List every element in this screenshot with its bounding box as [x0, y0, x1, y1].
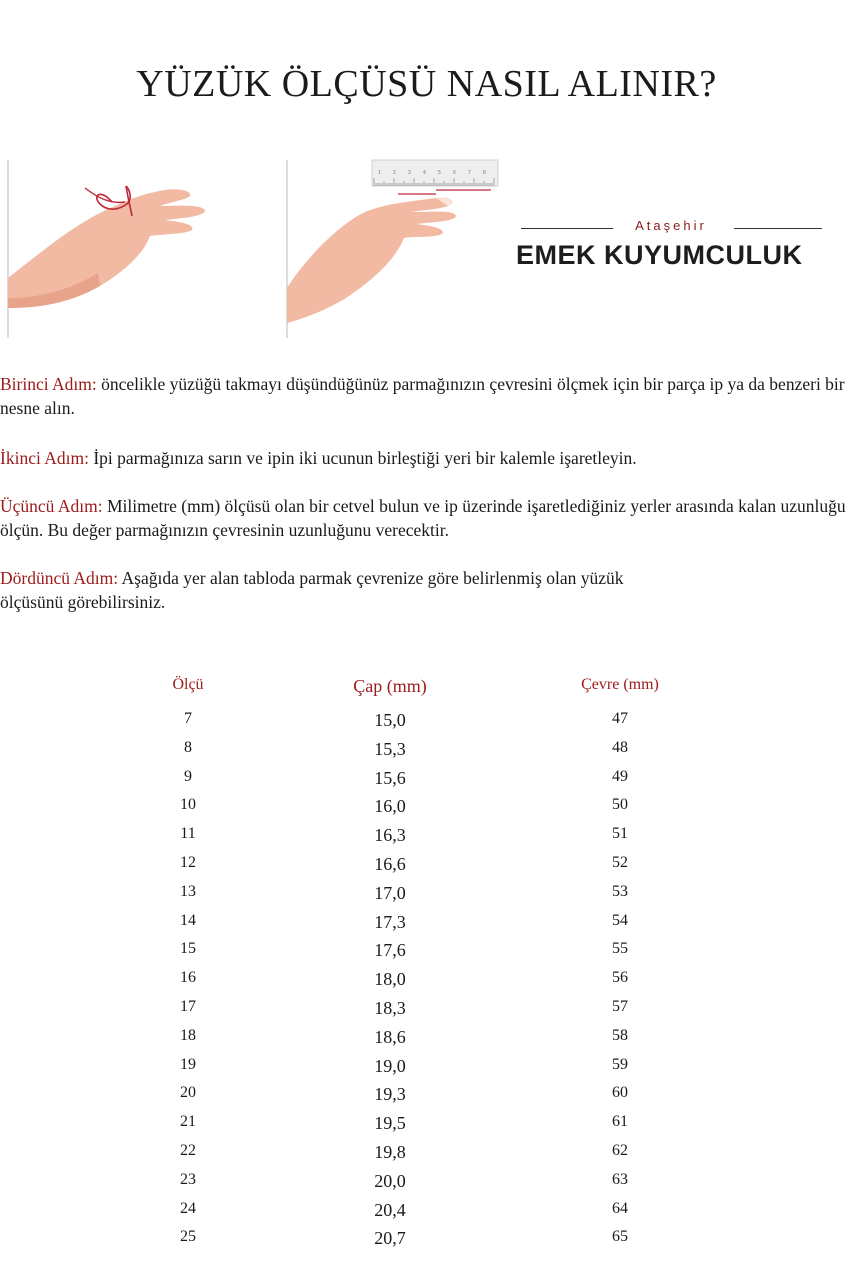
brand-block: [516, 218, 826, 271]
diameter-cell: 15,6: [374, 767, 406, 788]
step-3-label: Üçüncü Adım:: [0, 496, 103, 516]
diameter-cell: 15,0: [374, 710, 406, 730]
table-row: [0, 998, 853, 1027]
circumference-cell: 61: [612, 1113, 628, 1131]
circumference-cell: 57: [612, 998, 628, 1015]
circumference-cell: 62: [612, 1142, 628, 1159]
table-row: [0, 739, 853, 768]
table-row: [0, 768, 853, 797]
ruler-tick-label: 6: [453, 170, 456, 176]
size-cell: 24: [180, 1199, 196, 1217]
diameter-cell: 16,6: [374, 854, 406, 874]
step-2: [0, 446, 850, 470]
header-diameter: Çap (mm): [353, 676, 427, 696]
size-cell: 15: [180, 940, 196, 958]
step-2-label: İkinci Adım:: [0, 448, 89, 468]
table-row: [0, 854, 853, 883]
diameter-cell: 18,3: [374, 998, 406, 1018]
circumference-cell: 49: [612, 767, 628, 785]
table-row: [0, 1056, 853, 1085]
diameter-cell: 17,0: [374, 882, 406, 903]
ruler-tick-label: 1: [378, 170, 381, 176]
circumference-cell: 65: [612, 1228, 628, 1246]
circumference-cell: 56: [612, 969, 628, 987]
circumference-cell: 63: [612, 1170, 628, 1188]
size-cell: 16: [180, 969, 196, 987]
circumference-cell: 51: [612, 825, 628, 843]
step-4-label: Dördüncü Adım:: [0, 568, 119, 588]
diameter-cell: 16,0: [374, 796, 406, 817]
table-row: [0, 1200, 853, 1229]
size-cell: 7: [184, 710, 192, 727]
size-cell: 20: [180, 1084, 196, 1102]
table-row: [0, 710, 853, 739]
step-3: [0, 494, 850, 542]
step-1: [0, 372, 850, 420]
table-row: [0, 1142, 853, 1171]
ruler-tick-label: 7: [468, 170, 471, 176]
size-cell: 18: [180, 1026, 196, 1044]
ruler-tick-label: 3: [408, 170, 411, 176]
step-1-label: Birinci Adım:: [0, 374, 97, 394]
diameter-cell: 20,7: [374, 1228, 406, 1249]
diameter-cell: 18,0: [374, 969, 406, 990]
diameter-cell: 19,0: [374, 1055, 406, 1076]
diameter-cell: 16,3: [374, 825, 406, 846]
diameter-cell: 20,0: [374, 1170, 406, 1191]
circumference-cell: 54: [612, 911, 628, 929]
table-row: [0, 1228, 853, 1257]
table-row: [0, 883, 853, 912]
size-cell: 21: [180, 1113, 196, 1131]
brand-location: Ataşehir: [635, 218, 707, 233]
diameter-cell: 17,3: [374, 911, 406, 932]
step-1-text: öncelikle yüzüğü takmayı düşündüğünüz parmağınızın çevresini ölçmek için bir parça ip ya da benzeri bir nesne alın.: [0, 374, 845, 418]
header-size: Ölçü: [172, 676, 204, 693]
size-cell: 8: [184, 738, 192, 756]
circumference-cell: 60: [612, 1084, 628, 1102]
circumference-cell: 48: [612, 738, 628, 756]
table-row: [0, 1084, 853, 1113]
size-cell: 9: [184, 767, 192, 785]
step-3-text: Milimetre (mm) ölçüsü olan bir cetvel bulun ve ip üzerinde işaretlediğiniz yerler arasında kalan uzunluğu ölçün. Bu değer parmağınızın çevresinin uzunluğunu verecektir.: [0, 496, 846, 540]
diameter-cell: 19,8: [374, 1142, 406, 1162]
ruler-tick-label: 5: [438, 170, 441, 176]
table-row: [0, 1027, 853, 1056]
step-4: [0, 566, 650, 614]
diameter-cell: 18,6: [374, 1026, 406, 1047]
circumference-cell: 47: [612, 710, 628, 727]
size-cell: 14: [180, 911, 196, 929]
size-cell: 10: [180, 796, 196, 814]
diameter-cell: 17,6: [374, 940, 406, 961]
ruler-tick-label: 8: [483, 170, 486, 176]
diameter-cell: 19,3: [374, 1084, 406, 1105]
size-cell: 23: [180, 1170, 196, 1188]
hand-ruler-illustration: [286, 158, 502, 340]
hand-string-illustration: [0, 158, 230, 340]
brand-name: EMEK KUYUMCULUK: [516, 240, 803, 270]
circumference-cell: 58: [612, 1026, 628, 1044]
ruler-tick-label: 2: [393, 170, 396, 176]
step-2-text: İpi parmağınıza sarın ve ipin iki ucunun birleştiği yeri bir kalemle işaretleyin.: [88, 448, 637, 468]
size-cell: 13: [180, 882, 196, 900]
ruler-tick-label: 4: [423, 170, 426, 176]
step-4-text: Aşağıda yer alan tabloda parmak çevrenize göre belirlenmiş olan yüzük ölçüsünü görebilirsiniz.: [0, 568, 624, 612]
size-cell: 17: [180, 998, 196, 1015]
table-row: [0, 796, 853, 825]
diameter-cell: 19,5: [374, 1113, 406, 1134]
table-row: [0, 1113, 853, 1142]
table-row: [0, 912, 853, 941]
size-cell: 25: [180, 1228, 196, 1246]
circumference-cell: 52: [612, 854, 628, 871]
circumference-cell: 59: [612, 1055, 628, 1073]
size-cell: 22: [180, 1142, 196, 1159]
size-cell: 11: [180, 825, 196, 843]
page-title: YÜZÜK ÖLÇÜSÜ NASIL ALINIR?: [136, 63, 717, 105]
table-row: [0, 1171, 853, 1200]
table-row: [0, 969, 853, 998]
size-cell: 19: [180, 1055, 196, 1073]
circumference-cell: 55: [612, 940, 628, 958]
diameter-cell: 20,4: [374, 1199, 406, 1220]
brand-divider-right: [734, 228, 822, 229]
circumference-cell: 64: [612, 1199, 628, 1217]
table-row: [0, 825, 853, 854]
table-row: [0, 940, 853, 969]
header-circumference: Çevre (mm): [581, 676, 659, 693]
diameter-cell: 15,3: [374, 738, 406, 759]
circumference-cell: 50: [612, 796, 628, 814]
size-cell: 12: [180, 854, 196, 871]
circumference-cell: 53: [612, 882, 628, 900]
